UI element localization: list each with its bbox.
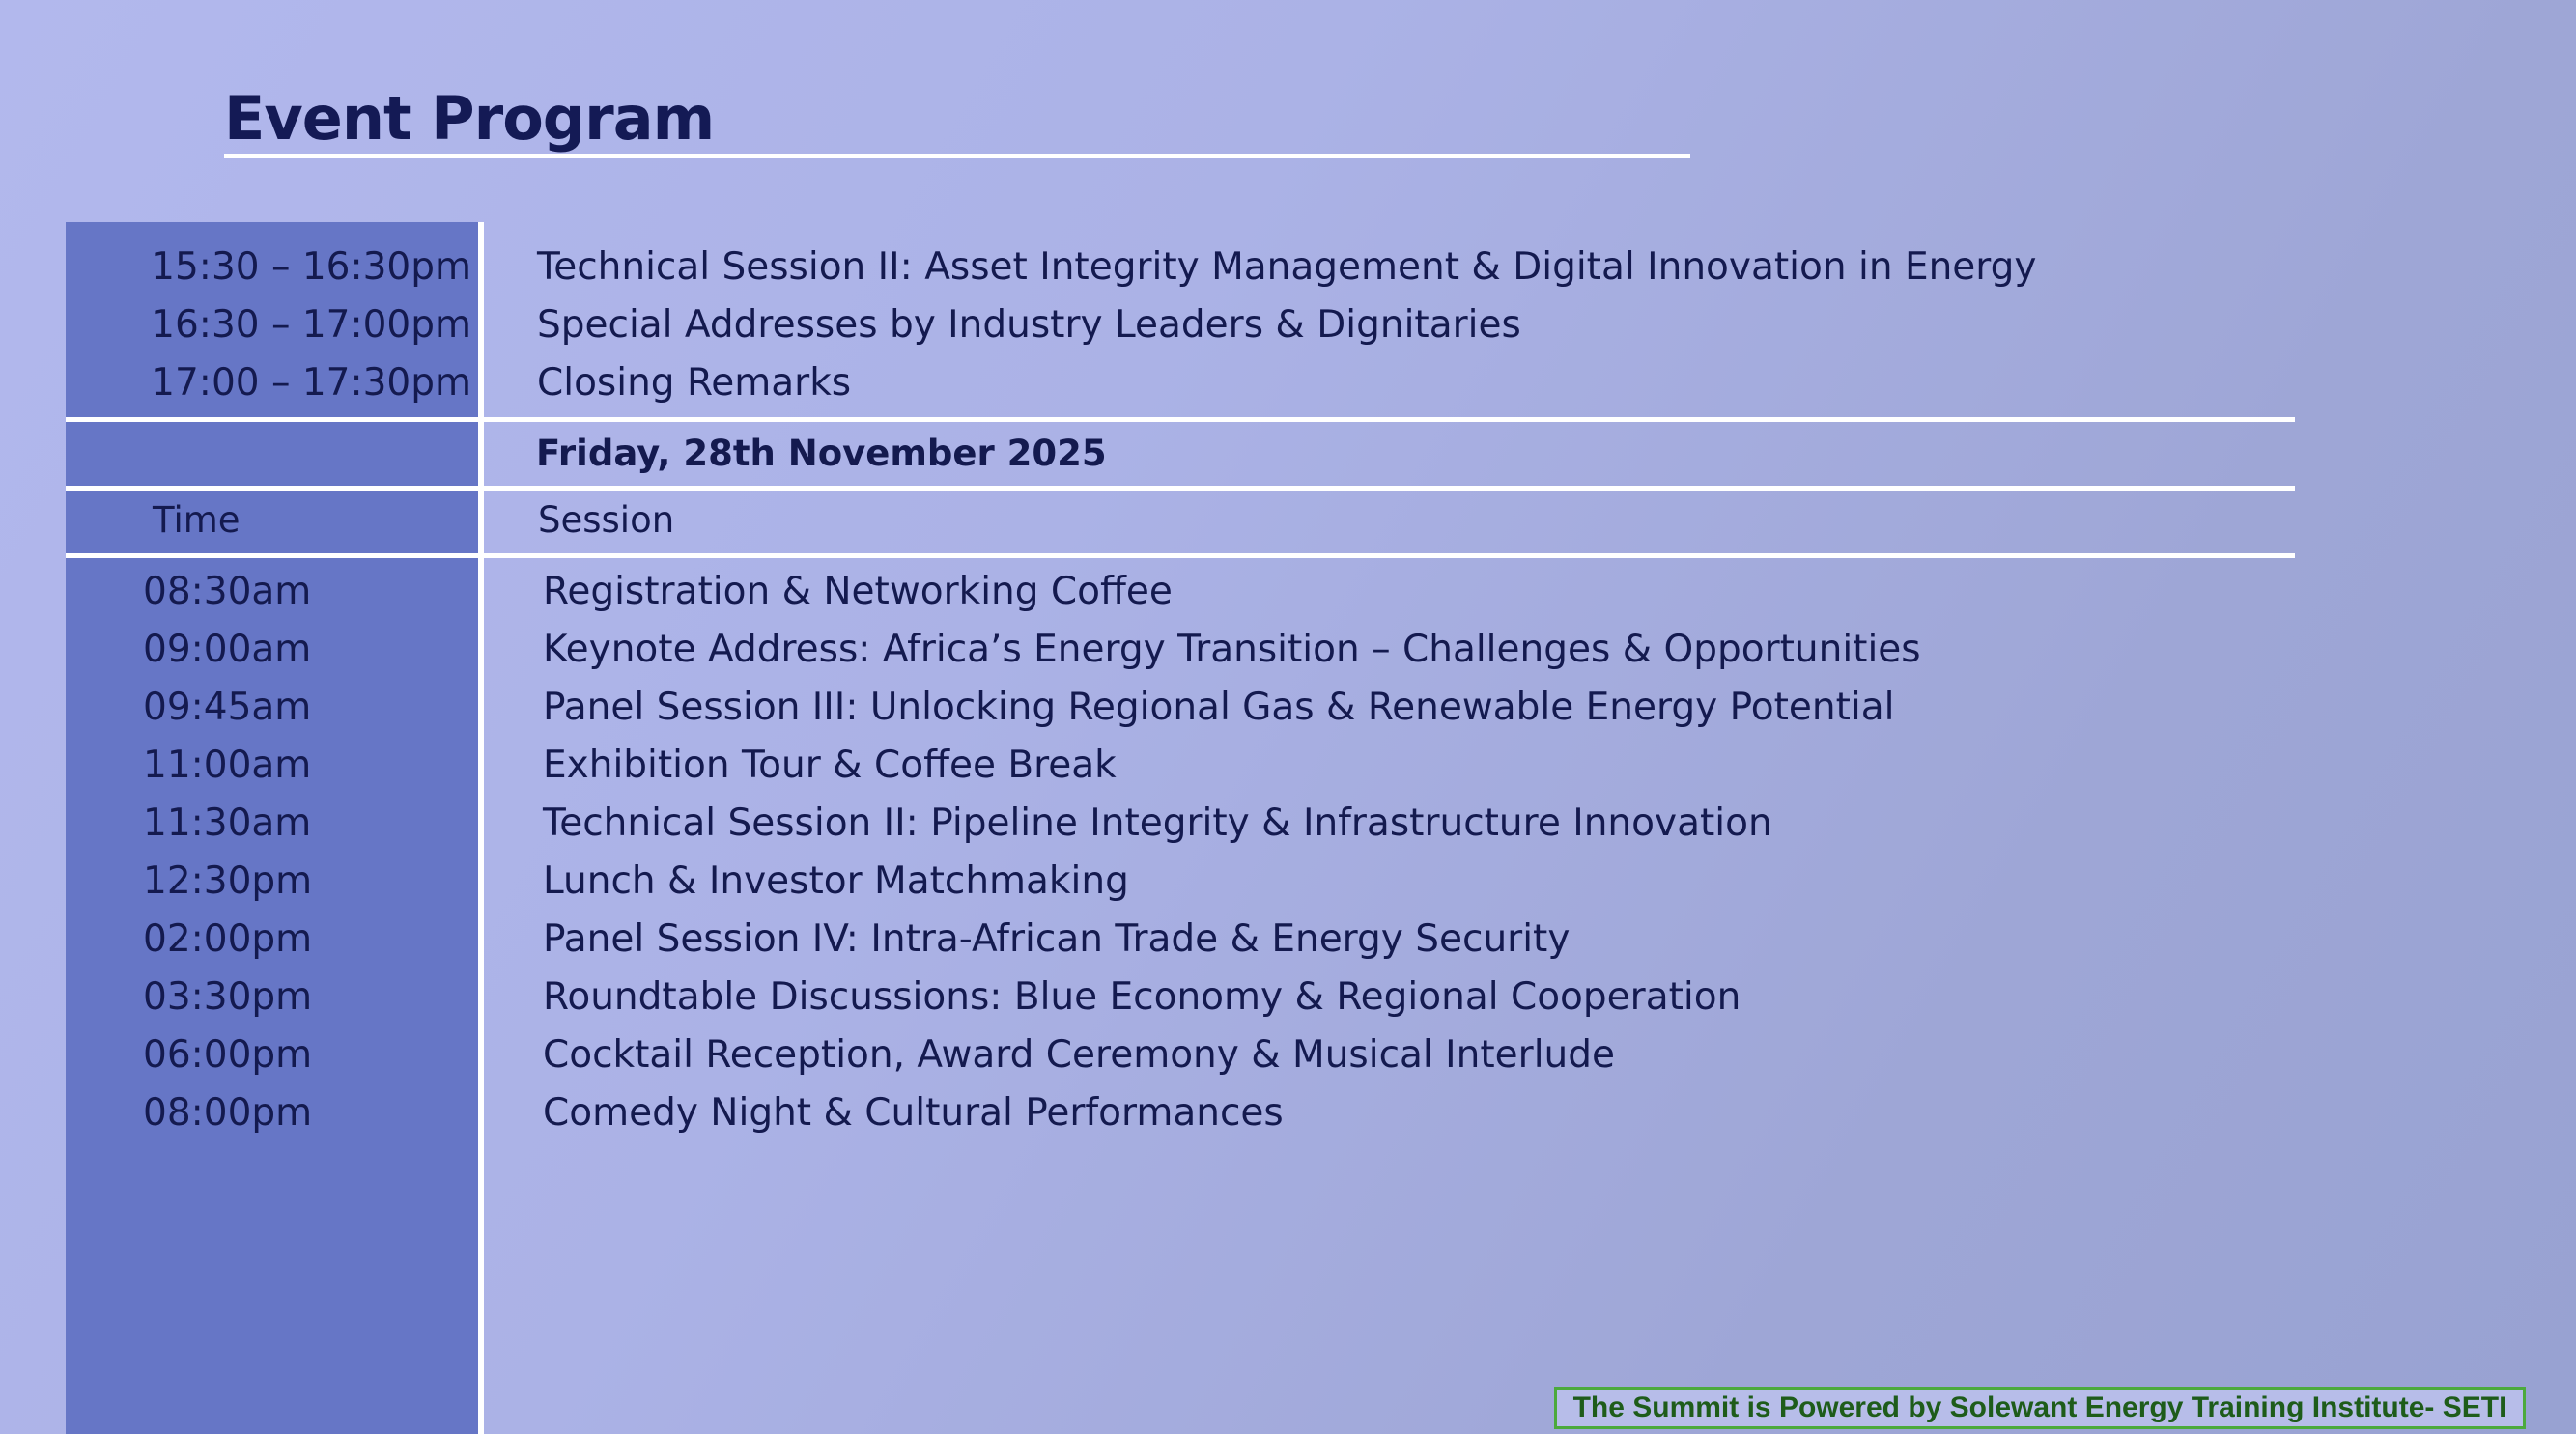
time-cell: 09:45am — [143, 686, 312, 729]
session-cell: Exhibition Tour & Coffee Break — [543, 744, 1117, 787]
session-cell: Registration & Networking Coffee — [543, 570, 1173, 613]
time-cell: 08:30am — [143, 570, 312, 613]
time-cell: 11:30am — [143, 801, 312, 845]
session-cell: Panel Session IV: Intra-African Trade & Energy Security — [543, 917, 1571, 961]
title-underline — [224, 154, 1690, 158]
time-cell: 08:00pm — [143, 1091, 313, 1135]
session-cell: Comedy Night & Cultural Performances — [543, 1091, 1284, 1135]
time-cell: 16:30 – 17:00pm — [151, 303, 471, 347]
session-cell: Technical Session II: Pipeline Integrity & Infrastructure Innovation — [543, 801, 1772, 845]
row-divider — [66, 553, 2295, 558]
time-cell: 11:00am — [143, 744, 312, 787]
page-title: Event Program — [224, 83, 715, 154]
session-cell: Closing Remarks — [537, 361, 852, 405]
footer-banner — [1554, 1387, 2526, 1429]
column-divider — [478, 222, 484, 1434]
session-cell: Roundtable Discussions: Blue Economy & Regional Cooperation — [543, 975, 1741, 1019]
time-cell: 06:00pm — [143, 1033, 313, 1077]
time-cell: 09:00am — [143, 628, 312, 671]
day-heading: Friday, 28th November 2025 — [536, 433, 1107, 474]
time-cell: 03:30pm — [143, 975, 313, 1019]
time-cell: 12:30pm — [143, 859, 313, 903]
session-cell: Lunch & Investor Matchmaking — [543, 859, 1129, 903]
time-cell: 17:00 – 17:30pm — [151, 361, 471, 405]
time-cell: 15:30 – 16:30pm — [151, 245, 471, 289]
session-cell: Keynote Address: Africa’s Energy Transition – Challenges & Opportunities — [543, 628, 1921, 671]
session-cell: Cocktail Reception, Award Ceremony & Musical Interlude — [543, 1033, 1615, 1077]
session-cell: Panel Session III: Unlocking Regional Gas & Renewable Energy Potential — [543, 686, 1895, 729]
time-column-header: Time — [153, 499, 241, 541]
time-cell: 02:00pm — [143, 917, 313, 961]
footer-text: The Summit is Powered by Solewant Energy Training Institute- SETI — [1572, 1392, 2507, 1423]
row-divider — [66, 417, 2295, 422]
session-cell: Technical Session II: Asset Integrity Management & Digital Innovation in Energy — [537, 245, 2037, 289]
session-column-header: Session — [538, 499, 675, 541]
row-divider — [66, 486, 2295, 491]
session-cell: Special Addresses by Industry Leaders & Dignitaries — [537, 303, 1521, 347]
